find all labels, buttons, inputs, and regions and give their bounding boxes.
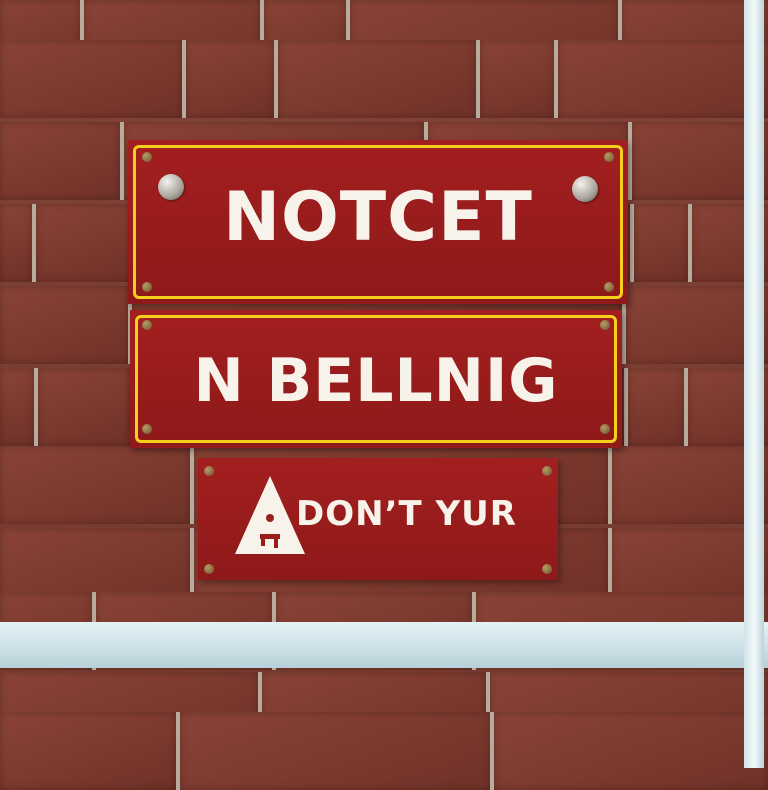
railing-vertical	[744, 0, 764, 768]
brick-row	[0, 40, 768, 118]
bolt	[604, 282, 614, 292]
middle-sign-text: N BELLNIG	[193, 346, 559, 416]
top-sign	[128, 140, 628, 304]
bolt	[542, 466, 552, 476]
top-sign-text: NOTCET	[223, 178, 533, 257]
bolt	[542, 564, 552, 574]
bottom-sign-text: DON’T YUR	[296, 494, 517, 534]
bolt	[204, 564, 214, 574]
bolt	[142, 320, 152, 330]
bolt	[142, 424, 152, 434]
bolt	[142, 282, 152, 292]
middle-sign	[130, 310, 622, 448]
bolt	[600, 320, 610, 330]
bolt	[600, 424, 610, 434]
bolt	[142, 152, 152, 162]
bolt	[604, 152, 614, 162]
brick-row	[0, 712, 768, 790]
bolt	[204, 466, 214, 476]
bottom-sign	[198, 458, 558, 580]
railing-horizontal	[0, 622, 768, 668]
